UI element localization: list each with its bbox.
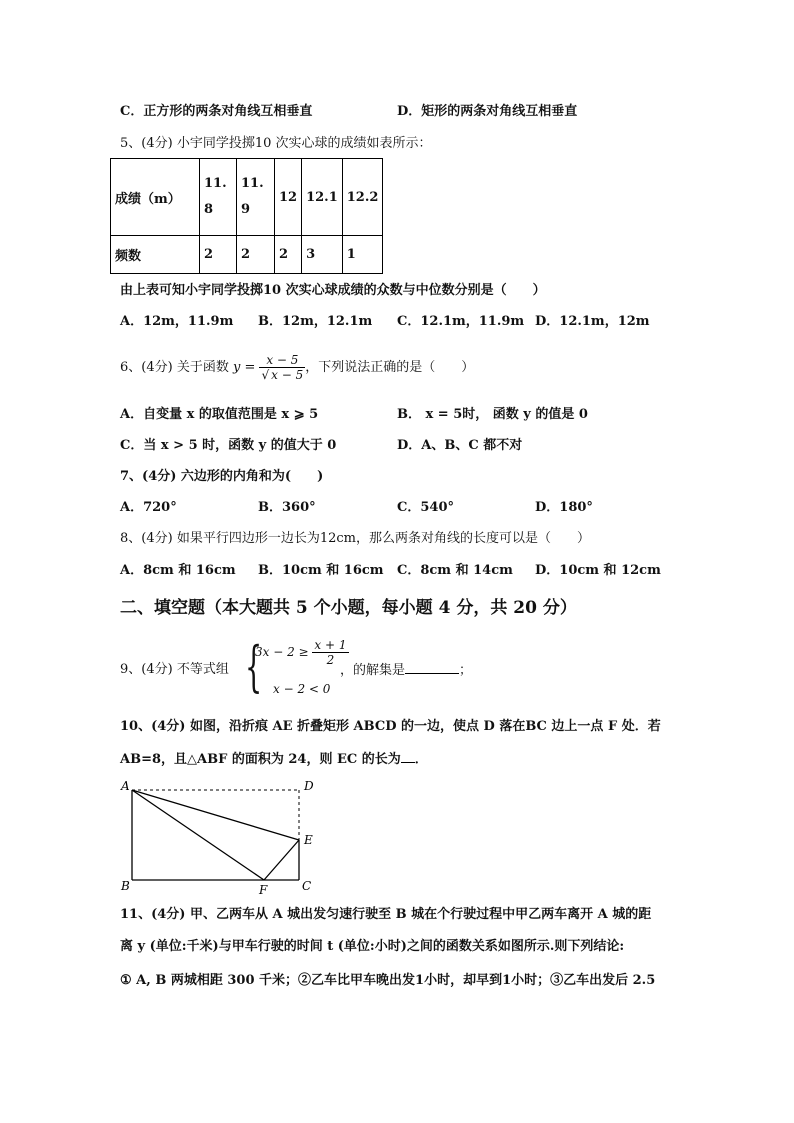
- q10-line-1: 10、(4分) 如图，沿折痕 AE 折叠矩形 ABCD 的一边，使点 D 落在BC 边上一点 F 处．若: [120, 719, 661, 734]
- q8-option-b: B．10cm 和 16cm: [258, 563, 384, 578]
- table-row-label-score: 成绩（m）: [111, 159, 200, 236]
- label-e: E: [304, 833, 313, 847]
- q9-inequality-system: [245, 635, 347, 700]
- q9-inequality-2: x − 2 < 0: [273, 682, 331, 696]
- q9-stem-prefix: 9、(4分) 不等式组: [120, 662, 229, 677]
- q6-option-a: A．自变量 x 的取值范围是 x ⩾ 5: [120, 407, 319, 422]
- answer-blank: [401, 750, 415, 763]
- q5-question: 由上表可知小宇同学投掷10 次实心球成绩的众数与中位数分别是（ ）: [120, 283, 546, 298]
- table-cell-score: 11. 8: [200, 159, 237, 236]
- q11-line-2: 离 y (单位:千米)与甲车行驶的时间 t (单位:小时)之间的函数关系如图所示.则下列结论:: [120, 939, 625, 954]
- table-cell-score: 12: [275, 159, 302, 236]
- table-cell-score: 11. 9: [237, 159, 275, 236]
- q10-line-2: AB=8，且△ABF 的面积为 24，则 EC 的长为 ．: [120, 752, 428, 767]
- table-cell-freq: 2: [237, 236, 275, 274]
- q8-option-d: D．10cm 和 12cm: [535, 563, 661, 578]
- table-cell-freq: 2: [200, 236, 237, 274]
- q4-option-d: D．矩形的两条对角线互相垂直: [397, 104, 578, 119]
- table-cell-score: 12.1: [302, 159, 343, 236]
- q7-option-a: A．720°: [120, 500, 177, 515]
- table-cell-freq: 1: [342, 236, 383, 274]
- table-cell-freq: 3: [302, 236, 343, 274]
- answer-blank: [405, 661, 459, 674]
- q6-option-c: C．当 x > 5 时，函数 y 的值大于 0: [120, 438, 337, 453]
- label-f: F: [259, 883, 268, 897]
- q6-func-lhs: y =: [232, 360, 256, 375]
- label-d: D: [304, 779, 314, 793]
- fold-line-ae: [132, 790, 299, 840]
- table-cell-freq: 2: [275, 236, 302, 274]
- q8-option-c: C．8cm 和 14cm: [397, 563, 513, 578]
- q5-option-c: C．12.1m，11.9m: [397, 314, 525, 329]
- q4-option-c: C．正方形的两条对角线互相垂直: [120, 104, 313, 119]
- q7-option-d: D．180°: [535, 500, 593, 515]
- q9-inequality-1: 3x − 2 ≥ $\frac{x + 1}{2}$: [255, 638, 347, 667]
- q8-option-a: A．8cm 和 16cm: [120, 563, 236, 578]
- q6-option-d: D．A、B、C 都不对: [397, 438, 523, 453]
- q5-option-a: A．12m，11.9m: [120, 314, 234, 329]
- q6-func-fraction: $\frac{x - 5}{√ x - 5}$: [261, 353, 304, 382]
- q5-option-b: B．12m，12.1m: [258, 314, 373, 329]
- label-c: C: [302, 879, 312, 893]
- q5-option-d: D．12.1m，12m: [535, 314, 650, 329]
- q11-line-1: 11、(4分) 甲、乙两车从 A 城出发匀速行驶至 B 城在个行驶过程中甲乙两车离开 A 城的距: [120, 907, 652, 922]
- table-cell-score: 12.2: [342, 159, 383, 236]
- segment-fe: [264, 840, 299, 880]
- q10-rectangle-figure: [118, 778, 328, 898]
- label-a: A: [121, 779, 130, 793]
- q5-score-table: [110, 158, 383, 274]
- table-row-label-freq: 频数: [111, 236, 200, 274]
- q7-stem: 7、(4分) 六边形的内角和为( ): [120, 469, 324, 484]
- label-b: B: [121, 879, 130, 893]
- q6-option-b: B． x = 5时， 函数 y 的值是 0: [397, 407, 588, 422]
- q8-stem: 8、(4分) 如果平行四边形一边长为12cm，那么两条对角线的长度可以是（ ）: [120, 531, 590, 546]
- q7-option-c: C．540°: [397, 500, 454, 515]
- q7-option-b: B．360°: [258, 500, 316, 515]
- q9-stem-suffix: ，的解集是 ；: [340, 663, 473, 678]
- q5-stem: 5、(4分) 小宇同学投掷10 次实心球的成绩如表所示：: [120, 136, 432, 151]
- segment-af: [132, 790, 264, 880]
- q11-line-3: ① A, B 两城相距 300 千米；②乙车比甲车晚出发1小时，却早到1小时；③乙车出发后 2.5: [120, 973, 656, 988]
- left-brace-icon: {: [245, 635, 263, 698]
- section-title: 二、填空题（本大题共 5 个小题，每小题 4 分，共 20 分）: [120, 598, 577, 618]
- q6-stem: 6、(4分) 关于函数 y = $\frac{x - 5}{√ x - 5}$ ，下列说法正确的是（ ）: [120, 353, 475, 382]
